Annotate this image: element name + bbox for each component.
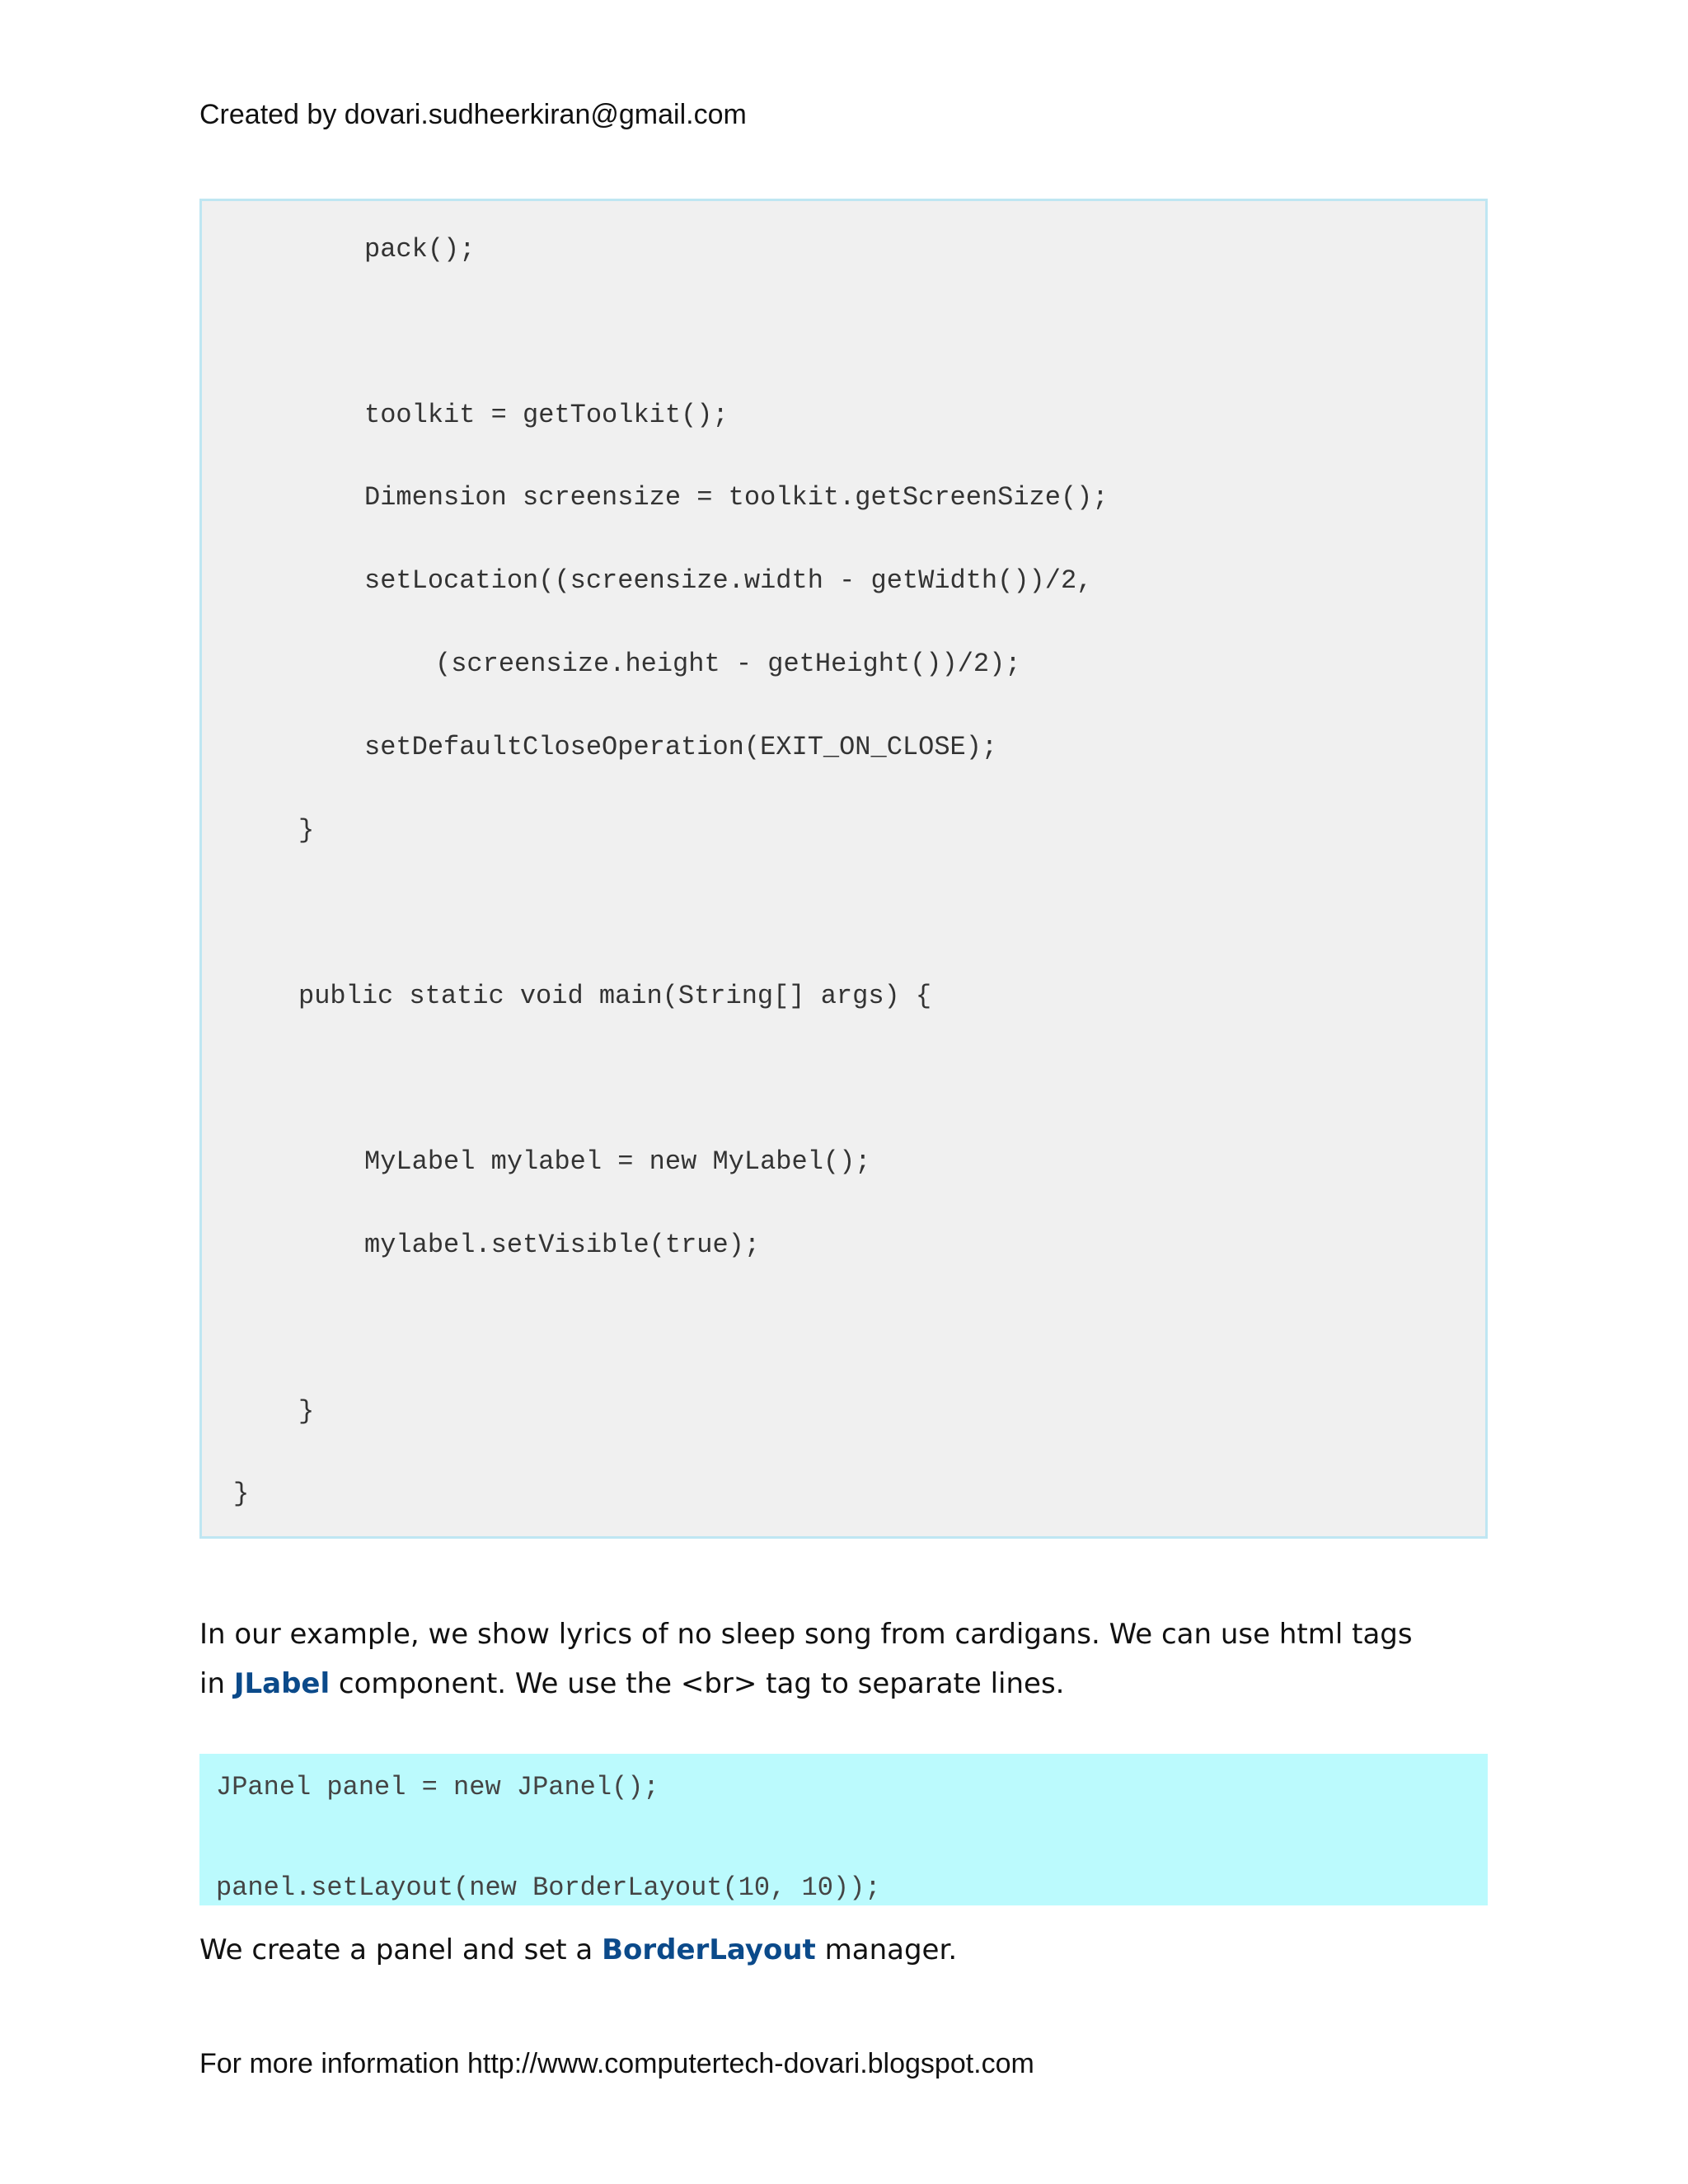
code-line: mylabel.setVisible(true); [364, 1230, 761, 1260]
code-snippet [199, 1754, 1488, 1905]
code-line: setLocation((screensize.width - getWidth())/2, [364, 565, 1093, 596]
page-footer: For more information http://www.computertech-dovari.blogspot.com [199, 2048, 1034, 2079]
jlabel-keyword: JLabel [233, 1667, 331, 1700]
code-line: Dimension screensize = toolkit.getScreenSize(); [364, 482, 1109, 513]
code-line: } [298, 815, 315, 846]
paragraph-text: manager. [815, 1933, 958, 1966]
paragraph-text: We create a panel and set a [199, 1933, 603, 1966]
paragraph-line [199, 1933, 957, 1966]
code-line: public static void main(String[] args) { [298, 981, 932, 1011]
code-line: } [233, 1479, 250, 1509]
paragraph-text: in [199, 1667, 234, 1700]
page-header: Created by dovari.sudheerkiran@gmail.com [199, 99, 747, 130]
paragraph-text: component. We use the <br> tag to separate lines. [330, 1667, 1065, 1700]
code-line: MyLabel mylabel = new MyLabel(); [364, 1146, 871, 1177]
code-line: JPanel panel = new JPanel(); [216, 1772, 659, 1802]
code-line: setDefaultCloseOperation(EXIT_ON_CLOSE); [364, 732, 998, 762]
code-line: } [298, 1396, 315, 1427]
code-line: toolkit = getToolkit(); [364, 400, 729, 430]
code-line: (screensize.height - getHeight())/2); [435, 649, 1021, 679]
code-line: panel.setLayout(new BorderLayout(10, 10)); [216, 1872, 881, 1903]
paragraph-line [199, 1667, 1064, 1700]
paragraph-line: In our example, we show lyrics of no sleep song from cardigans. We can use html tags [199, 1618, 1413, 1651]
borderlayout-keyword: BorderLayout [602, 1933, 816, 1966]
code-line: pack(); [364, 234, 476, 265]
code-block [199, 199, 1488, 1539]
